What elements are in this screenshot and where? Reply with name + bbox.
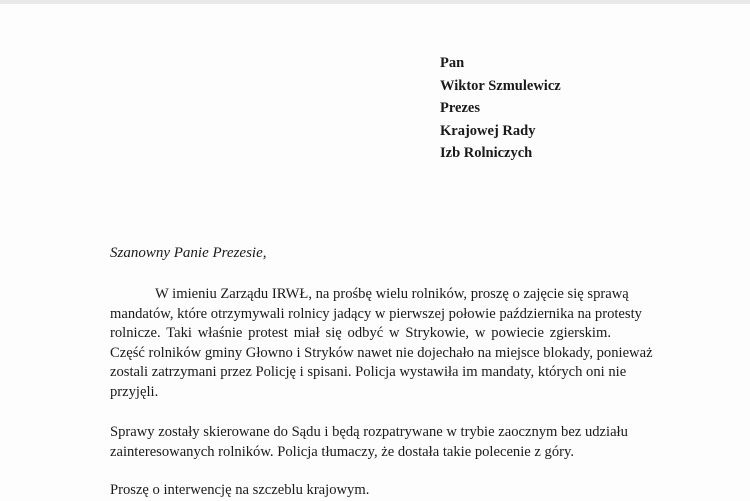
paragraph-line: W imieniu Zarządu IRWŁ, na prośbę wielu rolników, proszę o zajęcie się sprawą [155, 286, 629, 302]
salutation: Szanowny Panie Prezesie, [110, 245, 267, 261]
recipient-organization-line2: Izb Rolniczych [440, 145, 533, 161]
recipient-name: Wiktor Szmulewicz [440, 77, 561, 94]
recipient-position: Prezes [440, 100, 480, 116]
paragraph-line: zainteresowanych rolników. Policja tłumaczy, że dostała takie polecenie z góry. [110, 443, 574, 460]
paragraph-line: Proszę o interwencję na szczeblu krajowym. [110, 482, 370, 498]
paragraph-3 [110, 481, 611, 501]
recipient-block [440, 52, 561, 165]
paragraph-line: przyjęli. [110, 383, 159, 400]
paragraph-line: zostali zatrzymani przez Policję i spisani. Policja wystawiła im mandaty, których oni nie [110, 364, 627, 381]
paragraph-line: Sprawy zostały skierowane do Sądu i będą rozpatrywane w trybie zaocznym bez udziału [110, 424, 628, 440]
paragraph-line: rolnicze. Taki właśnie protest miał się odbyć w Strykowie, w powiecie zgierskim. [110, 325, 611, 342]
recipient-title: Pan [440, 55, 465, 71]
paragraph-1 [110, 285, 653, 403]
paragraph-line: mandatów, które otrzymywali rolnicy jadący w pierwszej połowie października na protesty [110, 305, 642, 322]
scan-top-edge [0, 0, 750, 4]
paragraph-2 [110, 423, 628, 462]
recipient-organization-line1: Krajowej Rady [440, 122, 536, 139]
paragraph-line: Część rolników gminy Głowno i Stryków nawet nie dojechało na miejsce blokady, ponieważ [110, 344, 653, 361]
